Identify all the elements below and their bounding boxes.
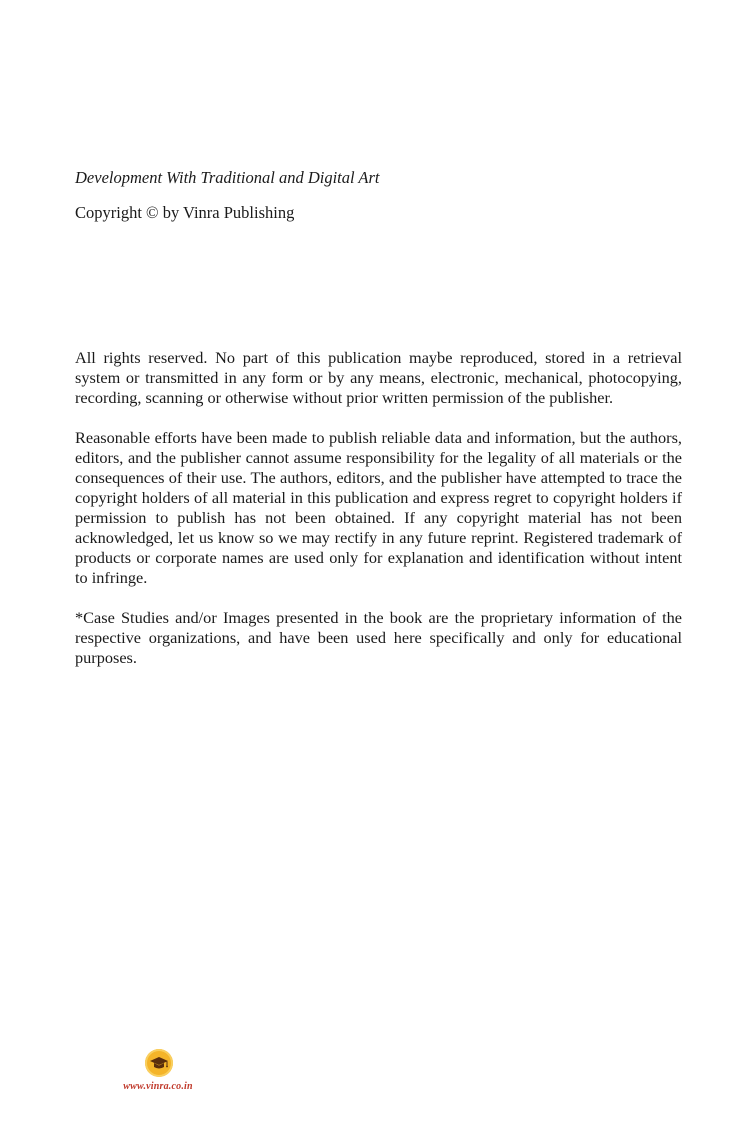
copyright-line: Copyright © by Vinra Publishing [75, 203, 295, 222]
disclaimer-paragraph: Reasonable efforts have been made to publish reliable data and information, but the authors, editors, and the publisher cannot assume responsibility for the legality of all materials or the consequences of their use. The authors, editors, and the publisher have attempted to trace the copyright holders of all material in this publication and express regret to copyright holders if permission to publish has not been obtained. If any copyright material has not been acknowledged, let us know so we may rectify in any future reprint. Registered trademark of products or corporate names are used only for explanation and identification without intent to infringe. [75, 428, 682, 587]
legal-notice [75, 348, 682, 688]
case-studies-paragraph: *Case Studies and/or Images presented in the book are the proprietary information of the respective organizations, and have been used here specifically and only for educational purposes. [75, 608, 682, 667]
rights-reserved-paragraph: All rights reserved. No part of this publication maybe reproduced, stored in a retrieval system or transmitted in any form or by any means, electronic, mechanical, photocopying, recording, scanning or otherwise without prior written permission of the publisher. [75, 348, 682, 407]
book-title: Development With Traditional and Digital Art [75, 168, 380, 187]
graduation-cap-icon [145, 1049, 173, 1077]
publisher-logo [118, 1047, 198, 1097]
publisher-url[interactable]: www.vinra.co.in [123, 1081, 193, 1092]
